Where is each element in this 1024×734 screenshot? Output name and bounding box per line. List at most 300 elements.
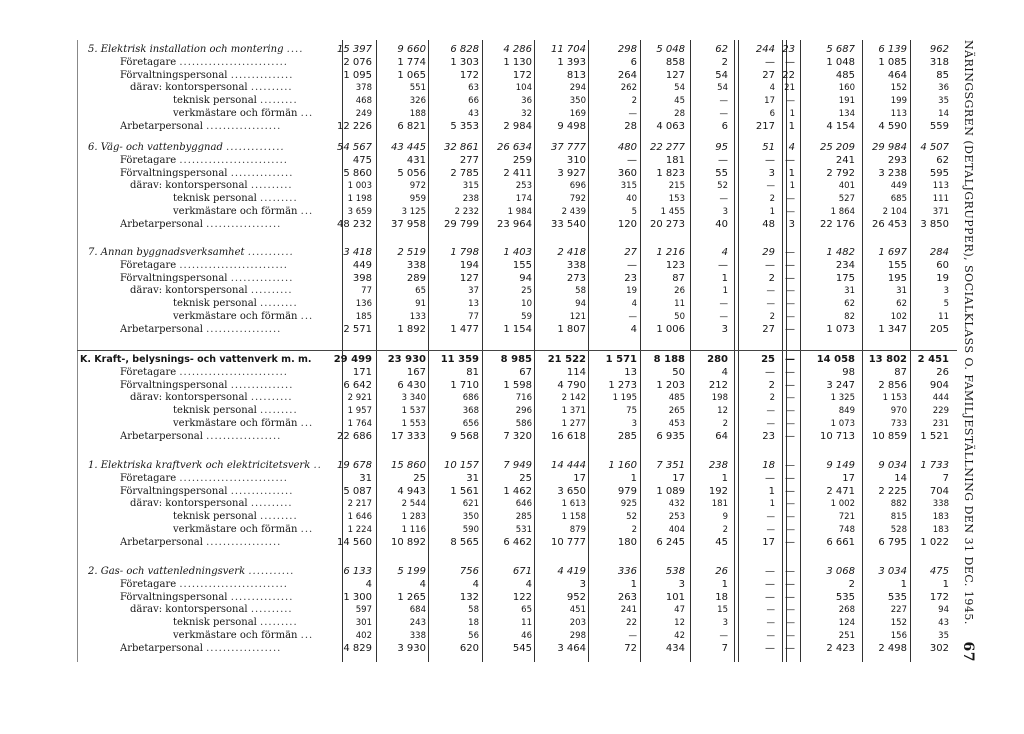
row-label xyxy=(80,354,344,367)
table-cell: 122 xyxy=(512,591,532,603)
table-row xyxy=(78,486,958,499)
table-cell: 5 xyxy=(631,206,637,217)
table-cell: — xyxy=(785,472,795,484)
table-cell: 302 xyxy=(929,642,949,654)
table-cell: 1 455 xyxy=(660,206,685,217)
table-cell: 134 xyxy=(838,108,855,119)
table-cell: 22 686 xyxy=(337,430,372,442)
side-heading: NÄRINGSGREN (DETALJGRUPPER), SOCIALKLASS O. FAMILJESTÄLLNING DEN 31 DEC. 1945. xyxy=(962,40,975,625)
table-cell: — xyxy=(765,366,775,378)
table-cell: — xyxy=(765,259,775,271)
table-cell: 11 xyxy=(674,299,685,310)
table-cell: — xyxy=(785,536,795,548)
table-cell: 2 471 xyxy=(826,485,855,497)
table-cell: 4 829 xyxy=(343,642,372,654)
table-cell: 47 xyxy=(674,605,685,616)
row-label-text: Förvaltningspersonal xyxy=(120,167,228,179)
table-cell: 1 xyxy=(769,499,775,510)
table-cell: 13 xyxy=(468,299,479,310)
leader-dots: .......... xyxy=(250,82,293,94)
table-cell: 185 xyxy=(355,311,372,322)
row-label-text: K. Kraft-, belysnings- och vattenverk m. m. xyxy=(80,354,312,365)
table-cell: 152 xyxy=(890,618,907,629)
table-cell: 5 xyxy=(943,299,949,310)
table-row xyxy=(78,155,958,168)
table-cell: 1 xyxy=(942,578,949,590)
row-label xyxy=(88,44,344,57)
table-cell: 858 xyxy=(665,56,685,68)
table-cell: 81 xyxy=(466,366,479,378)
table-cell: 1 160 xyxy=(608,460,637,471)
table-cell: 13 xyxy=(624,366,637,378)
table-cell: 43 xyxy=(468,108,479,119)
row-label xyxy=(88,566,344,579)
table-cell: 301 xyxy=(355,618,372,629)
table-cell: 2 xyxy=(722,524,728,535)
table-cell: 77 xyxy=(361,286,372,297)
table-cell: 2 498 xyxy=(878,642,907,654)
table-cell: 280 xyxy=(707,354,728,365)
table-cell: 212 xyxy=(708,379,728,391)
table-cell: 28 xyxy=(674,108,685,119)
table-cell: 85 xyxy=(936,69,949,81)
table-cell: 11 359 xyxy=(440,354,479,365)
row-label xyxy=(120,273,344,286)
row-label xyxy=(120,579,344,592)
row-label-text: Förvaltningspersonal xyxy=(120,272,228,284)
table-cell: 432 xyxy=(668,499,685,510)
table-cell: — xyxy=(786,206,795,217)
table-cell: 31 xyxy=(359,472,372,484)
row-label xyxy=(120,431,344,444)
table-row xyxy=(78,498,958,511)
table-cell: 67 xyxy=(519,366,532,378)
table-cell: 54 567 xyxy=(337,142,372,153)
table-cell: 289 xyxy=(406,272,426,284)
table-cell: 46 xyxy=(521,630,532,641)
table-cell: 298 xyxy=(569,630,586,641)
table-cell: 1 153 xyxy=(882,393,907,404)
table-cell: 36 xyxy=(938,83,949,94)
table-cell: 2 571 xyxy=(343,323,372,335)
table-cell: 1 325 xyxy=(830,393,855,404)
table-cell: 284 xyxy=(929,247,949,258)
table-cell: — xyxy=(785,430,795,442)
table-cell: 3 247 xyxy=(826,379,855,391)
table-cell: 310 xyxy=(566,154,586,166)
leader-dots: .................. xyxy=(206,120,282,132)
table-cell: 12 226 xyxy=(337,120,372,132)
table-cell: 48 xyxy=(762,218,775,230)
row-label xyxy=(120,70,344,83)
table-cell: 350 xyxy=(569,96,586,107)
table-cell: 238 xyxy=(708,460,728,471)
table-cell: 33 540 xyxy=(551,218,586,230)
table-cell: 6 828 xyxy=(450,44,479,55)
table-cell: 23 xyxy=(624,272,637,284)
row-label-text: därav: kontorspersonal xyxy=(130,82,248,94)
table-cell: 9 660 xyxy=(397,44,426,55)
table-cell: 315 xyxy=(620,181,637,192)
table-cell: 398 xyxy=(352,272,372,284)
table-cell: 77 xyxy=(468,311,479,322)
table-cell: 14 xyxy=(894,472,907,484)
table-cell: 402 xyxy=(355,630,372,641)
table-cell: 1 798 xyxy=(450,247,479,258)
table-cell: — xyxy=(765,591,775,603)
table-cell: 127 xyxy=(665,69,685,81)
table-cell: — xyxy=(785,379,795,391)
table-cell: 241 xyxy=(620,605,637,616)
table-cell: 6 821 xyxy=(397,120,426,132)
table-cell: 4 xyxy=(769,83,775,94)
table-cell: 1 482 xyxy=(826,247,855,258)
table-cell: — xyxy=(627,154,637,166)
table-cell: 37 xyxy=(468,286,479,297)
table-cell: 169 xyxy=(569,108,586,119)
table-cell: 4 xyxy=(721,247,728,258)
table-cell: — xyxy=(785,272,795,284)
table-cell: 27 xyxy=(762,323,775,335)
table-cell: 298 xyxy=(617,44,637,55)
table-cell: 952 xyxy=(566,591,586,603)
table-cell: 4 xyxy=(721,366,728,378)
table-cell: 29 799 xyxy=(444,218,479,230)
side-heading-text xyxy=(954,40,982,662)
table-cell: 3 125 xyxy=(401,206,426,217)
table-cell: 925 xyxy=(620,499,637,510)
table-cell: 1 807 xyxy=(557,323,586,335)
table-cell: 23 930 xyxy=(387,354,426,365)
table-cell: 127 xyxy=(459,272,479,284)
table-cell: 1 xyxy=(721,578,728,590)
table-cell: 792 xyxy=(569,194,586,205)
table-cell: 277 xyxy=(459,154,479,166)
table-cell: 1 265 xyxy=(397,591,426,603)
table-cell: 2 418 xyxy=(557,247,586,258)
row-label xyxy=(120,260,344,273)
section-title-row xyxy=(78,566,958,579)
table-cell: 28 xyxy=(624,120,637,132)
table-cell: 4 xyxy=(631,299,637,310)
table-cell: 54 xyxy=(674,83,685,94)
table-cell: 183 xyxy=(932,524,949,535)
table-cell: — xyxy=(765,154,775,166)
leader-dots: .......... xyxy=(250,604,293,616)
table-cell: 174 xyxy=(515,194,532,205)
table-cell: — xyxy=(765,472,775,484)
table-cell: 5 199 xyxy=(397,566,426,577)
row-label xyxy=(88,142,344,155)
row-label-text: Arbetarpersonal xyxy=(120,536,203,548)
table-cell: 31 xyxy=(896,286,907,297)
table-row xyxy=(78,298,958,311)
table-cell: 20 273 xyxy=(650,218,685,230)
table-cell: 3 xyxy=(768,167,775,179)
table-cell: — xyxy=(766,630,775,641)
table-cell: — xyxy=(786,286,795,297)
row-label-text: Förvaltningspersonal xyxy=(120,485,228,497)
table-cell: — xyxy=(786,630,795,641)
table-cell: 296 xyxy=(515,406,532,417)
table-cell: 586 xyxy=(515,418,532,429)
table-cell: 756 xyxy=(459,566,479,577)
table-cell: 102 xyxy=(890,311,907,322)
table-cell: 43 445 xyxy=(391,142,426,153)
row-label-text: Företagare xyxy=(120,56,177,68)
table-cell: 52 xyxy=(626,512,637,523)
table-cell: 50 xyxy=(672,366,685,378)
table-cell: 721 xyxy=(838,512,855,523)
leader-dots: ... xyxy=(300,417,314,429)
table-row xyxy=(78,473,958,486)
table-cell: 4 xyxy=(365,578,372,590)
table-cell: 2 225 xyxy=(878,485,907,497)
table-cell: 551 xyxy=(409,83,426,94)
table-row xyxy=(78,311,958,324)
table-cell: 43 xyxy=(938,618,949,629)
table-cell: 2 984 xyxy=(503,120,532,132)
table-cell: 45 xyxy=(674,96,685,107)
table-cell: 229 xyxy=(932,406,949,417)
table-cell: 285 xyxy=(617,430,637,442)
table-cell: 3 238 xyxy=(878,167,907,179)
table-cell: 40 xyxy=(715,218,728,230)
table-cell: 285 xyxy=(515,512,532,523)
table-cell: 1 073 xyxy=(826,323,855,335)
table-cell: — xyxy=(785,247,795,258)
table-cell: 2 411 xyxy=(503,167,532,179)
table-cell: 9 xyxy=(722,512,728,523)
table-cell: 3 340 xyxy=(401,393,426,404)
table-cell: 37 777 xyxy=(551,142,586,153)
table-cell: 1 697 xyxy=(878,247,907,258)
table-cell: 1 xyxy=(768,485,775,497)
table-cell: 531 xyxy=(515,524,532,535)
leader-dots: .......................... xyxy=(179,56,288,68)
table-cell: 14 444 xyxy=(551,460,586,471)
table-cell: 1 xyxy=(722,286,728,297)
table-cell: 58 xyxy=(575,286,586,297)
table-cell: 19 678 xyxy=(337,460,372,471)
table-cell: 595 xyxy=(929,167,949,179)
table-cell: 704 xyxy=(929,485,949,497)
table-cell: 22 277 xyxy=(650,142,685,153)
table-cell: 444 xyxy=(932,393,949,404)
leader-dots: .............. xyxy=(226,142,285,153)
table-cell: 62 xyxy=(936,154,949,166)
table-cell: 192 xyxy=(708,485,728,497)
table-cell: 1 403 xyxy=(503,247,532,258)
table-cell: — xyxy=(786,524,795,535)
table-cell: 114 xyxy=(566,366,586,378)
table-cell: 234 xyxy=(835,259,855,271)
table-cell: — xyxy=(766,605,775,616)
row-label xyxy=(120,168,344,181)
table-cell: 94 xyxy=(575,299,586,310)
table-cell: 32 xyxy=(521,108,532,119)
table-cell: — xyxy=(719,299,728,310)
table-cell: 17 xyxy=(842,472,855,484)
table-cell: 4 xyxy=(525,578,532,590)
table-cell: — xyxy=(786,605,795,616)
table-cell: 194 xyxy=(459,259,479,271)
table-cell: 6 661 xyxy=(826,536,855,548)
table-cell: 2 076 xyxy=(343,56,372,68)
table-row xyxy=(78,617,958,630)
section-rule xyxy=(77,350,957,351)
table-cell: 23 xyxy=(762,430,775,442)
table-cell: 1 892 xyxy=(397,323,426,335)
table-cell: 10 892 xyxy=(391,536,426,548)
table-cell: — xyxy=(786,194,795,205)
table-cell: 1 598 xyxy=(503,379,532,391)
table-cell: 6 430 xyxy=(397,379,426,391)
row-label-text: verkmästare och förmän xyxy=(173,107,298,119)
table-cell: 95 xyxy=(715,142,728,153)
table-cell: 124 xyxy=(838,618,855,629)
table-cell: 733 xyxy=(890,418,907,429)
row-label-text: Företagare xyxy=(120,472,177,484)
table-cell: 5 048 xyxy=(656,44,685,55)
table-cell: 203 xyxy=(569,618,586,629)
table-cell: 17 xyxy=(573,472,586,484)
table-cell: 4 419 xyxy=(557,566,586,577)
table-row xyxy=(78,579,958,592)
table-cell: — xyxy=(785,460,795,471)
table-cell: 7 xyxy=(942,472,949,484)
table-cell: 58 xyxy=(468,605,479,616)
table-cell: 59 xyxy=(521,311,532,322)
table-cell: 959 xyxy=(409,194,426,205)
row-label-text: därav: kontorspersonal xyxy=(130,498,248,510)
table-cell: 101 xyxy=(665,591,685,603)
table-cell: 1 xyxy=(721,472,728,484)
table-cell: 338 xyxy=(932,499,949,510)
table-cell: 480 xyxy=(617,142,637,153)
table-cell: 1 116 xyxy=(401,524,426,535)
table-cell: 72 xyxy=(624,642,637,654)
table-cell: 31 xyxy=(466,472,479,484)
table-cell: 25 xyxy=(413,472,426,484)
table-cell: 318 xyxy=(929,56,949,68)
table-cell: 3 068 xyxy=(826,566,855,577)
table-cell: 4 xyxy=(788,142,795,153)
leader-dots: ............... xyxy=(230,485,294,497)
leader-dots: ............... xyxy=(230,167,294,179)
table-cell: — xyxy=(628,311,637,322)
table-cell: 26 xyxy=(936,366,949,378)
table-cell: 3 927 xyxy=(557,167,586,179)
table-cell: 559 xyxy=(929,120,949,132)
row-label-text: 2. Gas- och vattenledningsverk xyxy=(88,566,246,577)
table-cell: 2 785 xyxy=(450,167,479,179)
table-cell: 1 085 xyxy=(878,56,907,68)
table-cell: 6 642 xyxy=(343,379,372,391)
table-cell: — xyxy=(785,366,795,378)
row-label-text: 6. Väg- och vattenbyggnad xyxy=(88,142,223,153)
table-cell: 217 xyxy=(755,120,775,132)
leader-dots: ........... xyxy=(247,247,294,258)
table-cell: — xyxy=(719,311,728,322)
table-cell: 4 790 xyxy=(557,379,586,391)
table-cell: 1 xyxy=(630,472,637,484)
table-cell: 882 xyxy=(890,499,907,510)
table-cell: 14 058 xyxy=(816,354,855,365)
table-cell: 1 733 xyxy=(920,460,949,471)
table-cell: 671 xyxy=(512,566,532,577)
table-cell: 87 xyxy=(672,272,685,284)
leader-dots: ............... xyxy=(230,69,294,81)
table-cell: 8 565 xyxy=(450,536,479,548)
table-cell: 17 xyxy=(762,536,775,548)
table-cell: 336 xyxy=(617,566,637,577)
table-cell: 56 xyxy=(468,630,479,641)
row-label xyxy=(120,537,344,550)
table-cell: 545 xyxy=(512,642,532,654)
table-cell: 538 xyxy=(665,566,685,577)
table-cell: 434 xyxy=(665,642,685,654)
leader-dots: .................. xyxy=(206,642,282,654)
table-cell: 18 xyxy=(762,460,775,471)
table-cell: 15 xyxy=(717,605,728,616)
row-label-text: Förvaltningspersonal xyxy=(120,69,228,81)
row-label-text: verkmästare och förmän xyxy=(173,523,298,535)
table-cell: 180 xyxy=(617,536,637,548)
table-cell: 696 xyxy=(569,181,586,192)
leader-dots: .......................... xyxy=(179,154,288,166)
table-cell: 3 659 xyxy=(347,206,372,217)
table-cell: 2 104 xyxy=(882,206,907,217)
table-cell: 42 xyxy=(674,630,685,641)
table-row xyxy=(78,219,958,232)
table-cell: 464 xyxy=(887,69,907,81)
table-cell: 6 935 xyxy=(656,430,685,442)
table-cell: 2 451 xyxy=(917,354,949,365)
leader-dots: .................. xyxy=(206,430,282,442)
row-label-text: verkmästare och förmän xyxy=(173,629,298,641)
table-cell: 198 xyxy=(711,393,728,404)
table-cell: 1 xyxy=(789,181,795,192)
table-cell: 3 930 xyxy=(397,642,426,654)
table-cell: 1 303 xyxy=(450,56,479,68)
table-cell: 132 xyxy=(459,591,479,603)
table-cell: 1 300 xyxy=(343,591,372,603)
table-cell: 350 xyxy=(462,512,479,523)
row-label xyxy=(120,367,344,380)
table-cell: 1 002 xyxy=(830,499,855,510)
table-cell: 136 xyxy=(355,299,372,310)
table-row xyxy=(78,524,958,537)
table-cell: 1 561 xyxy=(450,485,479,497)
table-cell: 2 xyxy=(848,578,855,590)
table-cell: — xyxy=(719,194,728,205)
table-cell: 37 958 xyxy=(391,218,426,230)
table-cell: — xyxy=(785,566,795,577)
leader-dots: ............... xyxy=(230,379,294,391)
table-cell: 191 xyxy=(838,96,855,107)
row-label xyxy=(120,380,344,393)
table-cell: 449 xyxy=(352,259,372,271)
table-cell: 1 073 xyxy=(830,418,855,429)
table-cell: 815 xyxy=(890,512,907,523)
leader-dots: ......... xyxy=(260,405,298,417)
table-cell: 10 157 xyxy=(444,460,479,471)
table-cell: — xyxy=(719,108,728,119)
table-cell: 215 xyxy=(668,181,685,192)
table-cell: 3 418 xyxy=(343,247,372,258)
table-cell: 62 xyxy=(896,299,907,310)
